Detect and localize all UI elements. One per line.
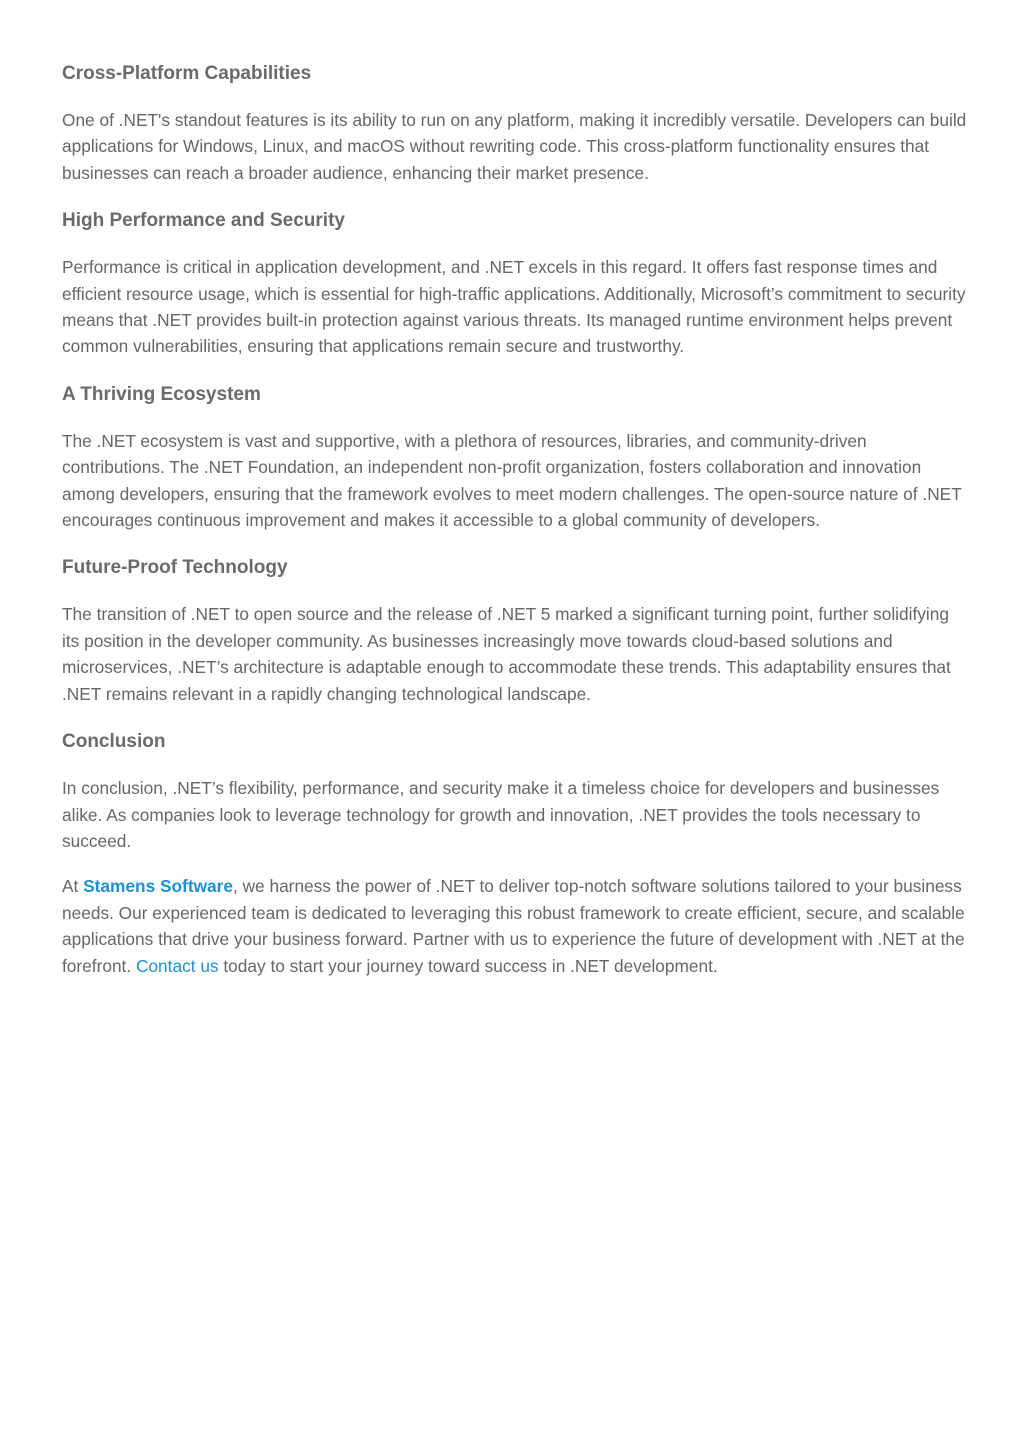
closing-suffix: today to start your journey toward success in .NET development. <box>218 955 718 976</box>
paragraph-cross-platform: One of .NET's standout features is its ability to run on any platform, making it incredibly versatile. Developers can build applications for Windows, Linux, and macOS without rewriting code. This cross-platform functionality ensures that businesses can reach a broader audience, enhancing their market presence. <box>62 110 967 183</box>
paragraph-ecosystem: The .NET ecosystem is vast and supportive, with a plethora of resources, libraries, and community-driven contributions. The .NET Foundation, an independent non-profit organization, fosters collaboration and innovation among developers, ensuring that the framework evolves to meet modern challenges. The open-source nature of .NET encourages continuous improvement and makes it accessible to a global community of developers. <box>62 430 962 531</box>
paragraph-conclusion: In conclusion, .NET’s flexibility, performance, and security make it a timeless choice for developers and businesses alike. As companies look to leverage technology for growth and innovation, .NET provides the tools necessary to succeed. <box>62 778 940 851</box>
heading-future-proof: Future-Proof Technology <box>62 557 288 579</box>
stamens-software-link[interactable]: Stamens Software <box>83 876 233 897</box>
heading-conclusion: Conclusion <box>62 731 166 753</box>
closing-middle: , we harness the power of .NET to deliver top-notch software solutions tailored to your business needs. Our experienced team is dedicated to leveraging this robust framework to create efficient, secure, and scalable applications that drive your business forward. Partner with us to experience the future of development with .NET at the forefront. <box>62 876 965 976</box>
closing-prefix: At <box>62 876 84 897</box>
heading-performance-security: High Performance and Security <box>62 210 345 232</box>
contact-us-link[interactable]: Contact us <box>135 955 219 976</box>
heading-cross-platform: Cross-Platform Capabilities <box>62 63 312 84</box>
article-content <box>62 58 967 998</box>
paragraph-performance-security: Performance is critical in application development, and .NET excels in this regard. It offers fast response times and efficient resource usage, which is essential for high-traffic applications. Additionally, Microsoft’s commitment to security means that .NET provides built-in protection against various threats. Its managed runtime environment helps prevent common vulnerabilities, ensuring that applications remain secure and trustworthy. <box>62 257 966 357</box>
paragraph-closing <box>62 873 967 979</box>
heading-ecosystem: A Thriving Ecosystem <box>62 383 261 405</box>
paragraph-future-proof: The transition of .NET to open source and the release of .NET 5 marked a significant turning point, further solidifying its position in the developer community. As businesses increasingly move towards cloud-based solutions and microservices, .NET’s architecture is adaptable enough to accommodate these trends. This adaptability ensures that .NET remains relevant in a rapidly changing technological landscape. <box>62 604 951 704</box>
